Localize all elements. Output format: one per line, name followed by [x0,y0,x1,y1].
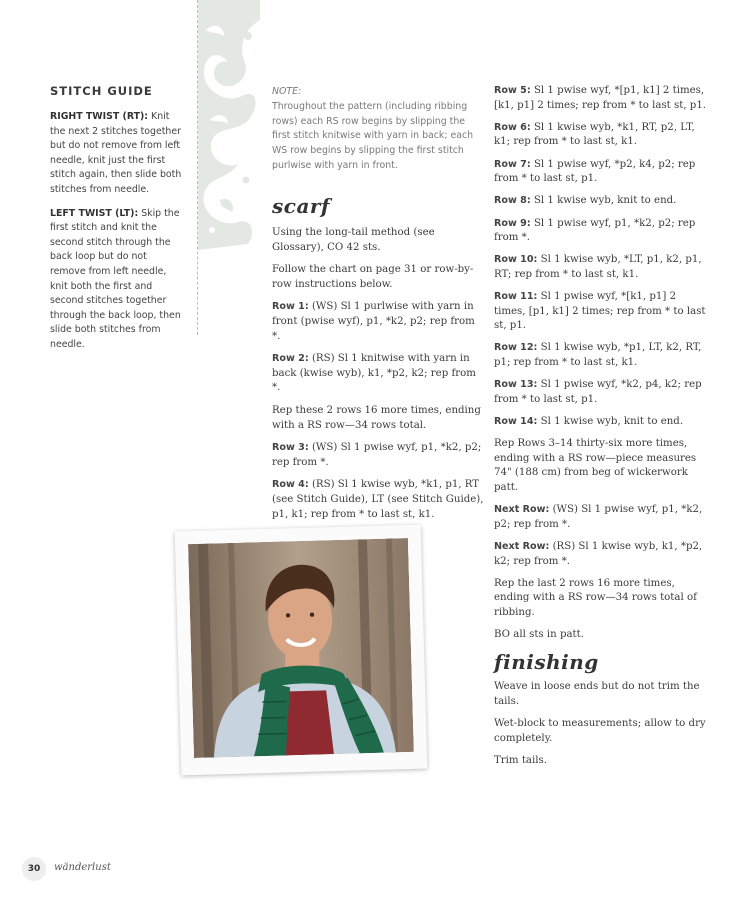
model-photo [188,538,414,758]
stitch-guide [50,84,182,362]
right-twist-definition: RIGHT TWIST (RT): Knit the next 2 stitches together but do not remove from left needle, knit just the first stitch again, then slide both stitches from needle. [50,111,182,195]
row-label: Row 2: [272,353,309,365]
finishing-step: Wet-block to measurements; allow to dry completely. [494,718,706,744]
row-label: Row 5: [494,85,531,96]
chart-reference: Follow the chart on page 31 or row-by-row instructions below. [272,264,474,290]
book-title: wänderlust [54,862,111,873]
row-label: Row 8: [494,195,531,207]
finishing-step: Trim tails. [494,755,547,767]
row-instruction: BO all sts in patt. [494,629,584,641]
row-label: Row 7: [494,158,531,170]
page-number: 30 [22,857,46,881]
row-instruction: Rep these 2 rows 16 more times, ending with a RS row—34 rows total. [272,404,481,431]
left-twist-definition: LEFT TWIST (LT): Skip the first stitch and knit the second stitch through the back loop but do not remove from left needle, knit both the first and second stitches together through the back loop, then slide both stitches from needle. [50,207,181,350]
finishing-step: Weave in loose ends but do not trim the tails. [494,681,700,707]
row-instruction: Rep Rows 3–14 thirty-six more times, ending with a RS row—piece measures 74" (188 cm) from beg of wickerwork patt. [494,438,697,493]
row-label: Row 6: [494,121,531,133]
row-instruction: Row 10: Sl 1 kwise wyb, *LT, p1, k2, p1, RT; rep from * to last st, k1. [494,254,702,280]
row-instructions-column [494,84,708,650]
row-instruction: Row 9: Sl 1 pwise wyf, p1, *k2, p2; rep from *. [494,217,696,244]
row-instruction: Next Row: (RS) Sl 1 kwise wyb, k1, *p2, k2; rep from *. [494,540,703,567]
row-instruction: Row 1: (WS) Sl 1 purlwise with yarn in front (pwise wyf), p1, *k2, p2; rep from *. [272,301,475,342]
row-label: Row 9: [494,217,531,229]
scarf-heading: scarf [272,194,331,218]
row-instruction: Row 13: Sl 1 pwise wyf, *k2, p4, k2; rep from * to last st, p1. [494,379,702,405]
row-instruction: Row 8: Sl 1 kwise wyb, knit to end. [494,195,677,207]
row-instruction: Row 2: (RS) Sl 1 knitwise with yarn in back (kwise wyb), k1, *p2, k2; rep from *. [272,353,476,394]
note-label: NOTE: [272,86,302,97]
row-instruction: Rep the last 2 rows 16 more times, ending with a RS row—34 rows total of ribbing. [494,577,697,618]
damask-ornament [198,0,260,250]
stitch-guide-title: STITCH GUIDE [50,84,153,98]
row-instruction: Next Row: (WS) Sl 1 pwise wyf, p1, *k2, p2; rep from *. [494,504,703,530]
scarf-instructions-column [272,226,484,530]
row-instruction: Row 5: Sl 1 pwise wyf, *[p1, k1] 2 times, [k1, p1] 2 times; rep from * to last st, p1. [494,85,707,111]
cast-on-instruction: Using the long-tail method (see Glossary), CO 42 sts. [272,227,435,253]
row-label: Next Row: [494,504,550,516]
right-twist-term: RIGHT TWIST (RT): [50,111,149,122]
left-twist-term: LEFT TWIST (LT): [50,207,139,219]
row-instruction: Row 14: Sl 1 kwise wyb, knit to end. [494,416,684,428]
row-instruction: Row 11: Sl 1 pwise wyf, *[k1, p1] 2 times, [p1, k1] 2 times; rep from * to last st, p1. [494,291,706,332]
row-label: Row 13: [494,379,538,391]
row-instruction: Row 4: (RS) Sl 1 kwise wyb, *k1, p1, RT (see Stitch Guide), LT (see Stitch Guide), p1, k1; rep from * to last st, k1. [272,479,484,520]
note-text: Throughout the pattern (including ribbing rows) each RS row begins by slipping the first stitch knitwise with yarn in back; each WS row begins by slipping the first stitch purlwise with yarn in front. [272,100,474,171]
row-label: Row 11: [494,291,538,303]
pattern-note [272,85,482,174]
row-label: Row 14: [494,416,538,428]
row-instruction: Row 3: (WS) Sl 1 pwise wyf, p1, *k2, p2; rep from *. [272,442,482,468]
row-instruction: Row 7: Sl 1 pwise wyf, *p2, k4, p2; rep from * to last st, p1. [494,158,696,185]
row-label: Next Row: [494,540,550,552]
finishing-heading: finishing [494,650,599,674]
row-label: Row 1: [272,301,309,313]
finishing-instructions [494,680,708,777]
row-instruction: Row 6: Sl 1 kwise wyb, *k1, RT, p2, LT, k1; rep from * to last st, k1. [494,121,695,148]
row-label: Row 3: [272,442,309,454]
model-photo-frame [175,525,428,776]
row-label: Row 4: [272,479,309,491]
row-label: Row 12: [494,342,538,354]
column-divider [197,0,198,335]
row-instruction: Row 12: Sl 1 kwise wyb, *p1, LT, k2, RT, p1; rep from * to last st, k1. [494,342,702,369]
row-label: Row 10: [494,254,538,266]
